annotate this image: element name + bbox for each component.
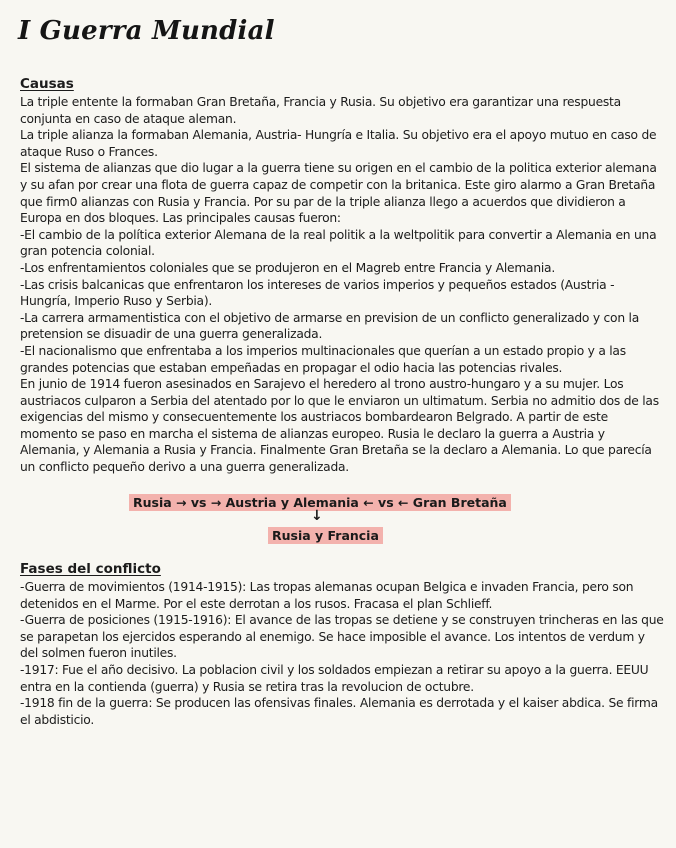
paragraph: -El nacionalismo que enfrentaba a los imperios multinacionales que querían a un estado propio y a las grandes potencias que estaban empeñadas en propagar el odio hacia las potencias rivales.: [20, 343, 626, 375]
paragraph: -Guerra de posiciones (1915-1916): El avance de las tropas se detiene y se construyen trincheras en las que se parapetan los ejercidos esperando al enemigo. Se hace imposible el avance. Los intentos de verdum y del solmen fueron inutiles.: [20, 613, 664, 661]
fases-text: [20, 579, 666, 728]
diagram-bottom-line: Rusia y Francia: [268, 527, 383, 544]
paragraph: El sistema de alianzas que dio lugar a la guerra tiene su origen en el cambio de la politica exterior alemana y su afan por crear una flota de guerra capaz de competir con la britanica. Este giro alarmo a Gran Bretaña que firm0 alianzas con Rusia y Francia. Por su par de la triple alianza llego a acuerdos que dividieron a Europa en dos bloques. Las principales causas fueron:: [20, 161, 657, 226]
paragraph: -Guerra de movimientos (1914-1915): Las tropas alemanas ocupan Belgica e invaden Francia, pero son detenidos en el Marme. Por el este derrotan a los rusos. Fracasa el plan Schlieff.: [20, 580, 634, 611]
paragraph: -El cambio de la política exterior Alemana de la real politik a la weltpolitik para convertir a Alemania en una gran potencia colonial.: [20, 227, 657, 259]
paragraph: -Las crisis balcanicas que enfrentaron los intereses de varios imperios y pequeños estados (Austria - Hungría, Imperio Ruso y Serbia).: [20, 277, 615, 309]
diagram-top-line: Rusia → vs → Austria y Alemania ← vs ← Gran Bretaña: [129, 494, 511, 511]
paragraph: -1918 fin de la guerra: Se producen las ofensivas finales. Alemania es derrotada y el kaiser abdica. Se firma el abdisticio.: [20, 696, 658, 727]
down-arrow-icon: ↓: [311, 508, 323, 524]
paragraph: En junio de 1914 fueron asesinados en Sarajevo el heredero al trono austro-hungaro y a su mujer. Los austriacos culparon a Serbia del atentado por lo que le enviaron un ultimatum. Serbia no admitio dos de las exigencias del mismo y consecuentemente los austriacos bombardearon Belgrado. A partir de este momento se paso en marcha el sistema de alianzas europeo. Rusia le declaro la guerra a Austria y Alemania, y Alemania a Rusia y Francia. Finalmente Gran Bretaña se la declaro a Alemania. Lo que parecía un conflicto pequeño derivo a una guerra generalizada.: [20, 377, 659, 475]
alliances-diagram: [0, 494, 676, 554]
paragraph: -La carrera armamentistica con el objetivo de armarse en prevision de un conflicto generalizado y con la pretension se disuadir de una guerra generalizada.: [20, 310, 639, 342]
fases-heading: Fases del conflicto: [20, 561, 161, 577]
causas-heading: Causas: [20, 76, 74, 92]
paragraph: -1917: Fue el año decisivo. La poblacion civil y los soldados empiezan a retirar su apoyo a la guerra. EEUU entra en la contienda (guerra) y Rusia se retira tras la revolucion de octubre.: [20, 662, 649, 694]
paragraph: -Los enfrentamientos coloniales que se produjeron en el Magreb entre Francia y Alemania.: [20, 260, 555, 275]
paragraph: La triple entente la formaban Gran Bretaña, Francia y Rusia. Su objetivo era garantizar una respuesta conjunta en caso de ataque aleman.: [20, 95, 621, 126]
causas-text: [20, 94, 666, 476]
page-title: I Guerra Mundial: [18, 16, 275, 46]
paragraph: La triple alianza la formaban Alemania, Austria- Hungría e Italia. Su objetivo era el apoyo mutuo en caso de ataque Ruso o Frances.: [20, 128, 657, 159]
